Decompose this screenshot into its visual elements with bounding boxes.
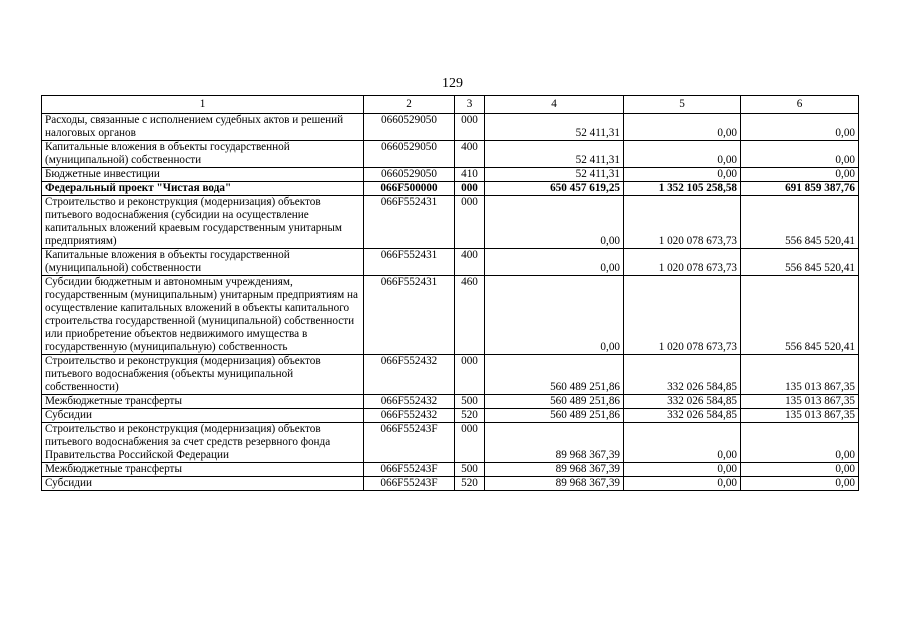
- expense-type-cell: 000: [455, 423, 485, 463]
- amount-col6-cell: 0,00: [741, 141, 859, 168]
- amount-col5-cell: 332 026 584,85: [624, 409, 741, 423]
- table-row: [42, 423, 859, 463]
- target-code-cell: 066F55243F: [364, 423, 455, 463]
- expense-type-cell: 500: [455, 395, 485, 409]
- amount-col6-cell: 556 845 520,41: [741, 196, 859, 249]
- expense-type-cell: 400: [455, 141, 485, 168]
- table-row: [42, 182, 859, 196]
- header-row: [42, 96, 859, 114]
- expense-type-cell: 500: [455, 463, 485, 477]
- amount-col6-cell: 691 859 387,76: [741, 182, 859, 196]
- amount-col5-cell: 332 026 584,85: [624, 355, 741, 395]
- table-row: [42, 141, 859, 168]
- amount-col4-cell: 560 489 251,86: [485, 409, 624, 423]
- amount-col6-cell: 135 013 867,35: [741, 395, 859, 409]
- expense-type-cell: 000: [455, 114, 485, 141]
- expense-type-cell: 410: [455, 168, 485, 182]
- target-code-cell: 066F55243F: [364, 463, 455, 477]
- expense-type-cell: 000: [455, 196, 485, 249]
- target-code-cell: 066F552431: [364, 276, 455, 355]
- amount-col5-cell: 332 026 584,85: [624, 395, 741, 409]
- budget-table: [41, 95, 859, 491]
- table-row: [42, 249, 859, 276]
- description-cell: Межбюджетные трансферты: [42, 463, 364, 477]
- table-row: [42, 196, 859, 249]
- description-cell: Капитальные вложения в объекты государственной (муниципальной) собственности: [42, 249, 364, 276]
- amount-col5-cell: 0,00: [624, 141, 741, 168]
- expense-type-cell: 000: [455, 355, 485, 395]
- description-cell: Субсидии: [42, 409, 364, 423]
- target-code-cell: 066F500000: [364, 182, 455, 196]
- column-header-6: 6: [741, 96, 859, 114]
- amount-col5-cell: 1 020 078 673,73: [624, 249, 741, 276]
- amount-col4-cell: 0,00: [485, 276, 624, 355]
- amount-col6-cell: 556 845 520,41: [741, 249, 859, 276]
- amount-col6-cell: 0,00: [741, 114, 859, 141]
- table-row: [42, 409, 859, 423]
- expense-type-cell: 520: [455, 409, 485, 423]
- amount-col4-cell: 560 489 251,86: [485, 355, 624, 395]
- target-code-cell: 0660529050: [364, 168, 455, 182]
- expense-type-cell: 000: [455, 182, 485, 196]
- column-header-1: 1: [42, 96, 364, 114]
- amount-col5-cell: 0,00: [624, 477, 741, 491]
- target-code-cell: 0660529050: [364, 114, 455, 141]
- column-header-3: 3: [455, 96, 485, 114]
- table-row: [42, 463, 859, 477]
- amount-col5-cell: 0,00: [624, 114, 741, 141]
- amount-col5-cell: 1 020 078 673,73: [624, 196, 741, 249]
- amount-col5-cell: 0,00: [624, 168, 741, 182]
- table-row: [42, 477, 859, 491]
- description-cell: Бюджетные инвестиции: [42, 168, 364, 182]
- amount-col4-cell: 650 457 619,25: [485, 182, 624, 196]
- amount-col4-cell: 0,00: [485, 196, 624, 249]
- amount-col4-cell: 89 968 367,39: [485, 423, 624, 463]
- amount-col4-cell: 560 489 251,86: [485, 395, 624, 409]
- expense-type-cell: 520: [455, 477, 485, 491]
- amount-col6-cell: 135 013 867,35: [741, 409, 859, 423]
- amount-col6-cell: 556 845 520,41: [741, 276, 859, 355]
- target-code-cell: 066F55243F: [364, 477, 455, 491]
- description-cell: Строительство и реконструкция (модернизация) объектов питьевого водоснабжения (субсидии на осуществление капитальных вложений краевым государственным унитарным предприятиям): [42, 196, 364, 249]
- description-cell: Федеральный проект "Чистая вода": [42, 182, 364, 196]
- amount-col5-cell: 1 352 105 258,58: [624, 182, 741, 196]
- target-code-cell: 0660529050: [364, 141, 455, 168]
- column-header-2: 2: [364, 96, 455, 114]
- amount-col5-cell: 0,00: [624, 423, 741, 463]
- amount-col6-cell: 0,00: [741, 168, 859, 182]
- column-header-5: 5: [624, 96, 741, 114]
- amount-col4-cell: 52 411,31: [485, 141, 624, 168]
- target-code-cell: 066F552432: [364, 355, 455, 395]
- amount-col5-cell: 0,00: [624, 463, 741, 477]
- table-row: [42, 355, 859, 395]
- target-code-cell: 066F552432: [364, 409, 455, 423]
- amount-col6-cell: 0,00: [741, 423, 859, 463]
- table-row: [42, 168, 859, 182]
- table-row: [42, 114, 859, 141]
- target-code-cell: 066F552431: [364, 249, 455, 276]
- expense-type-cell: 460: [455, 276, 485, 355]
- description-cell: Расходы, связанные с исполнением судебных актов и решений налоговых органов: [42, 114, 364, 141]
- description-cell: Строительство и реконструкция (модернизация) объектов питьевого водоснабжения (объекты муниципальной собственности): [42, 355, 364, 395]
- table-row: [42, 395, 859, 409]
- column-header-4: 4: [485, 96, 624, 114]
- amount-col4-cell: 52 411,31: [485, 168, 624, 182]
- table-row: [42, 276, 859, 355]
- amount-col4-cell: 0,00: [485, 249, 624, 276]
- description-cell: Субсидии: [42, 477, 364, 491]
- page-number: 129: [442, 76, 463, 91]
- amount-col4-cell: 52 411,31: [485, 114, 624, 141]
- amount-col6-cell: 0,00: [741, 463, 859, 477]
- description-cell: Капитальные вложения в объекты государственной (муниципальной) собственности: [42, 141, 364, 168]
- description-cell: Субсидии бюджетным и автономным учреждениям, государственным (муниципальным) унитарным предприятиям на осуществление капитальных вложений в объекты капитального строительства государственной (муниципальной) собственности или приобретение объектов недвижимого имущества в государственную (муниципальную) собственность: [42, 276, 364, 355]
- description-cell: Межбюджетные трансферты: [42, 395, 364, 409]
- expense-type-cell: 400: [455, 249, 485, 276]
- amount-col6-cell: 0,00: [741, 477, 859, 491]
- target-code-cell: 066F552431: [364, 196, 455, 249]
- description-cell: Строительство и реконструкция (модернизация) объектов питьевого водоснабжения за счет средств резервного фонда Правительства Российской Федерации: [42, 423, 364, 463]
- amount-col6-cell: 135 013 867,35: [741, 355, 859, 395]
- target-code-cell: 066F552432: [364, 395, 455, 409]
- amount-col4-cell: 89 968 367,39: [485, 463, 624, 477]
- amount-col5-cell: 1 020 078 673,73: [624, 276, 741, 355]
- amount-col4-cell: 89 968 367,39: [485, 477, 624, 491]
